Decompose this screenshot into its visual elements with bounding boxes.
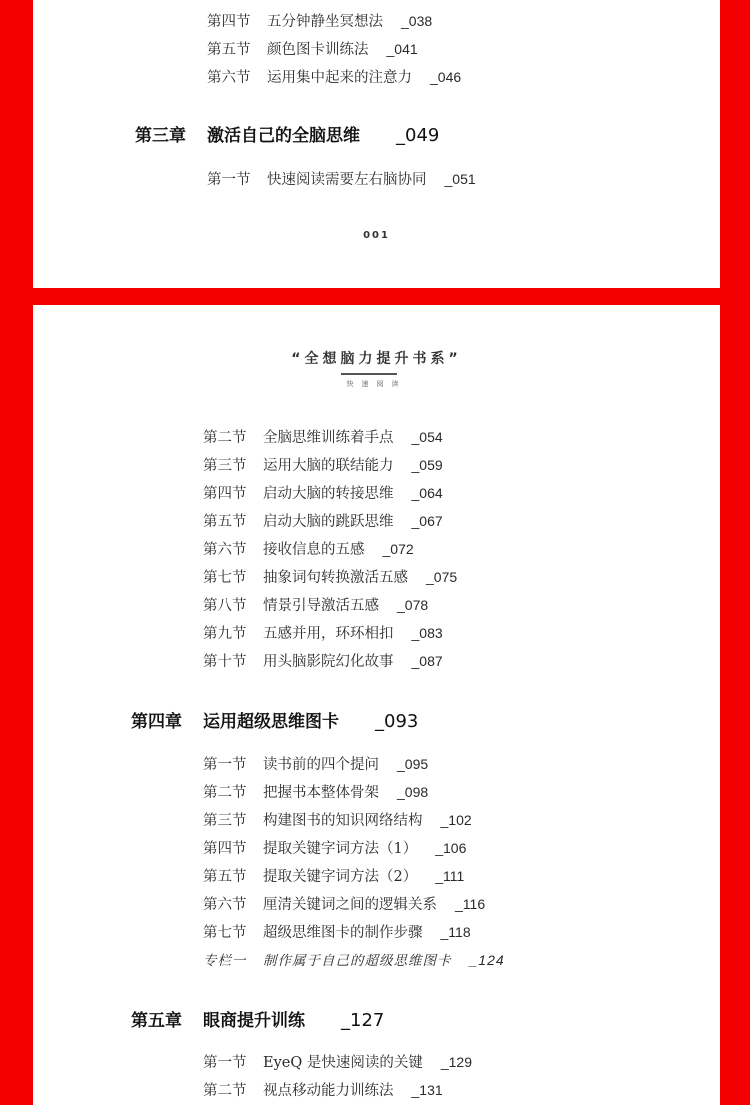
toc-section-entry	[203, 538, 414, 559]
section-title: 抽象词句转换激活五感	[263, 570, 408, 586]
section-number: 第二节	[203, 785, 247, 801]
section-number: 第一节	[207, 172, 251, 188]
section-number: 第六节	[203, 897, 247, 913]
section-title: 启动大脑的跳跃思维	[263, 514, 394, 530]
section-title: 运用集中起来的注意力	[267, 70, 412, 86]
toc-section-entry	[203, 921, 471, 942]
section-page: _075	[426, 569, 458, 585]
section-title: 颜色图卡训练法	[267, 42, 369, 58]
section-page: _072	[382, 541, 414, 557]
toc-section-entry	[203, 622, 443, 643]
toc-section-entry	[203, 482, 443, 503]
section-number: 第七节	[203, 925, 247, 941]
chapter-title: 眼商提升训练	[203, 1011, 305, 1031]
section-number: 第五节	[203, 869, 247, 885]
section-page: _083	[411, 625, 443, 641]
section-title: 把握书本整体骨架	[263, 785, 379, 801]
section-number: 第二节	[203, 430, 247, 446]
toc-chapter-entry	[131, 707, 418, 732]
section-number: 第六节	[203, 542, 247, 558]
section-number: 第七节	[203, 570, 247, 586]
toc-section-entry	[203, 753, 428, 774]
chapter-page: _093	[375, 711, 419, 732]
section-title: 启动大脑的转接思维	[263, 486, 394, 502]
section-page: _059	[411, 457, 443, 473]
section-page: _095	[397, 756, 429, 772]
toc-section-entry	[203, 893, 485, 914]
toc-section-entry	[207, 66, 461, 87]
toc-section-entry	[203, 510, 443, 531]
section-page: _054	[411, 429, 443, 445]
series-subtitle: 快速阅读	[346, 380, 407, 388]
section-title: 读书前的四个提问	[263, 757, 379, 773]
toc-page-2	[33, 305, 720, 1105]
toc-section-entry	[203, 426, 443, 447]
section-title: 接收信息的五感	[263, 542, 365, 558]
section-page: _129	[440, 1054, 473, 1070]
toc-section-entry	[207, 38, 418, 59]
section-page: _102	[440, 812, 472, 828]
section-number: 第一节	[203, 1055, 247, 1071]
toc-section-entry	[203, 454, 443, 475]
section-page: _116	[455, 896, 486, 912]
section-number: 第二节	[203, 1083, 247, 1099]
section-number: 第九节	[203, 626, 247, 642]
toc-section-entry	[203, 837, 466, 858]
section-number: 第十节	[203, 654, 247, 670]
section-title: 情景引导激活五感	[263, 598, 379, 614]
section-number: 第三节	[203, 458, 247, 474]
section-title: 五感并用，环环相扣	[263, 626, 394, 642]
section-page: _038	[401, 13, 433, 29]
section-title: 视点移动能力训练法	[263, 1083, 394, 1099]
toc-section-entry	[203, 865, 464, 886]
section-title: 厘清关键词之间的逻辑关系	[263, 897, 437, 913]
section-title: 快速阅读需要左右脑协同	[267, 172, 427, 188]
toc-section-entry	[203, 809, 472, 830]
chapter-page: _127	[341, 1010, 385, 1031]
toc-section-entry	[203, 781, 428, 802]
section-number: 第四节	[203, 486, 247, 502]
toc-section-entry	[203, 650, 443, 671]
chapter-title: 激活自己的全脑思维	[207, 126, 360, 146]
section-title: 运用大脑的联结能力	[263, 458, 394, 474]
chapter-number: 第四章	[131, 712, 182, 732]
section-page: _078	[397, 597, 429, 613]
section-title: 超级思维图卡的制作步骤	[263, 925, 423, 941]
section-title: EyeQ 是快速阅读的关键	[263, 1055, 423, 1071]
toc-section-entry	[203, 1051, 472, 1072]
section-number: 第一节	[203, 757, 247, 773]
toc-chapter-entry	[131, 1006, 384, 1031]
section-page: _041	[386, 41, 418, 57]
page-folio: 001	[363, 230, 390, 241]
toc-page-1	[33, 0, 720, 288]
section-number: 第五节	[207, 42, 251, 58]
section-page: _046	[430, 69, 462, 85]
section-number: 第八节	[203, 598, 247, 614]
series-title: “全想脑力提升书系”	[291, 351, 462, 367]
column-title: 制作属于自己的超级思维图卡	[263, 953, 452, 969]
column-number: 专栏一	[203, 953, 247, 969]
chapter-page: _049	[396, 125, 440, 146]
section-title: 提取关键字词方法（1）	[263, 841, 418, 857]
toc-chapter-entry	[135, 121, 439, 146]
column-page: _124	[469, 952, 505, 968]
section-page: _067	[411, 513, 443, 529]
section-number: 第四节	[207, 14, 251, 30]
toc-section-entry	[203, 566, 457, 587]
chapter-number: 第五章	[131, 1011, 182, 1031]
section-number: 第六节	[207, 70, 251, 86]
chapter-number: 第三章	[135, 126, 186, 146]
toc-section-entry	[207, 168, 476, 189]
section-title: 五分钟静坐冥想法	[267, 14, 383, 30]
section-title: 提取关键字词方法（2）	[263, 869, 418, 885]
section-title: 用头脑影院幻化故事	[263, 654, 394, 670]
section-page: _064	[411, 485, 443, 501]
toc-section-entry	[203, 594, 428, 615]
section-title: 全脑思维训练着手点	[263, 430, 394, 446]
toc-section-entry	[203, 1079, 443, 1100]
section-number: 第三节	[203, 813, 247, 829]
chapter-title: 运用超级思维图卡	[203, 712, 339, 732]
section-page: _131	[411, 1082, 443, 1098]
section-page: _051	[444, 171, 476, 187]
section-number: 第五节	[203, 514, 247, 530]
section-page: _098	[397, 784, 429, 800]
section-page: _118	[440, 924, 471, 940]
section-number: 第四节	[203, 841, 247, 857]
section-page: _087	[411, 653, 443, 669]
section-title: 构建图书的知识网络结构	[263, 813, 423, 829]
section-page: _111	[435, 868, 465, 884]
series-divider	[341, 373, 397, 375]
section-page: _106	[435, 840, 467, 856]
toc-column-entry	[203, 949, 505, 969]
toc-section-entry	[207, 10, 432, 31]
